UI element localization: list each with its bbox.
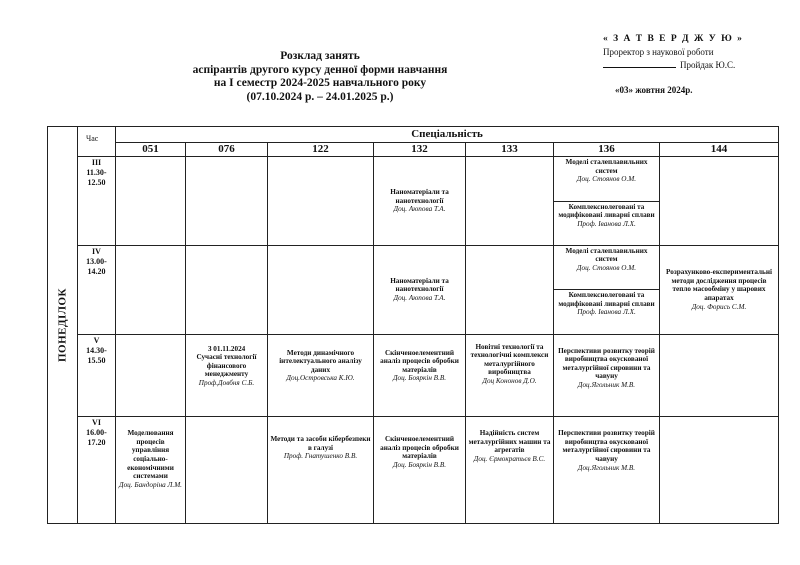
period-5-time: V 14.30- 15.50 bbox=[78, 334, 116, 417]
cell-p5-051 bbox=[116, 334, 186, 417]
cell-p3-051 bbox=[116, 157, 186, 246]
code-051: 051 bbox=[116, 143, 186, 157]
day-cell bbox=[48, 127, 78, 524]
cell-p6-133: Надійність систем металургійних машин та агрегатів Доц. Єрмократьєв В.С. bbox=[466, 417, 554, 524]
approval-block bbox=[603, 33, 783, 97]
cell-p4-144: Розрахунково-експериментальні методи дослідження процесів тепло масообміну у шарових апаратах Доц. Форись С.М. bbox=[660, 245, 779, 334]
cell-p5-076: З 01.11.2024 Сучасні технології фінансового менеджменту Проф.Довбня С.Б. bbox=[186, 334, 268, 417]
period-3-time: ІІІ 11.30- 12.50 bbox=[78, 157, 116, 246]
cell-p4-122 bbox=[268, 245, 374, 334]
cell-p3-132: Наноматеріали та нанотехнології Доц. Аюпова Т.А. bbox=[374, 157, 466, 246]
cell-p5-122: Методи динамічного інтелектуального аналізу даних Доц.Островська К.Ю. bbox=[268, 334, 374, 417]
signature-line bbox=[603, 59, 676, 68]
cell-p6-051: Моделювання процесів управління соціально-економічними системами Доц. Бандоріна Л.М. bbox=[116, 417, 186, 524]
cell-p4-051 bbox=[116, 245, 186, 334]
period-6-time: VI 16.00- 17.20 bbox=[78, 417, 116, 524]
cell-p5-132: Скінченоелементний аналіз процесів обробки матеріалів Доц. Бояркін В.В. bbox=[374, 334, 466, 417]
period-4-time: IV 13.00- 14.20 bbox=[78, 245, 116, 334]
title-line-3: на І семестр 2024-2025 навчального року bbox=[213, 77, 427, 89]
approval-signature bbox=[603, 59, 783, 72]
title-line-1: Розклад занять bbox=[280, 50, 360, 62]
cell-p3-136b: Комплекснолеговані та модифіковані ливарні сплави Проф. Іванова Л.Х. bbox=[554, 201, 660, 245]
approval-date: «03» жовтня 2024р. bbox=[615, 85, 693, 95]
cell-p6-144 bbox=[660, 417, 779, 524]
cell-p3-144 bbox=[660, 157, 779, 246]
cell-p5-144 bbox=[660, 334, 779, 417]
cell-p6-136: Перспективи розвитку теорій виробництва окускованої металургійної сировини та чавуну Доц.Ягольник М.В. bbox=[554, 417, 660, 524]
approval-name: Пройдак Ю.С. bbox=[680, 60, 736, 70]
cell-p4-132: Наноматеріали та нанотехнології Доц. Аюпова Т.А. bbox=[374, 245, 466, 334]
title-line-4: (07.10.2024 р. – 24.01.2025 р.) bbox=[246, 90, 394, 103]
cell-p6-132: Скінченоелементний аналіз процесів обробки матеріалів Доц. Бояркін В.В. bbox=[374, 417, 466, 524]
title-line-2: аспірантів другого курсу денної форми навчання bbox=[192, 63, 448, 76]
cell-p3-122 bbox=[268, 157, 374, 246]
cell-p3-133 bbox=[466, 157, 554, 246]
approval-position: Проректор з наукової роботи bbox=[603, 47, 714, 57]
code-133: 133 bbox=[466, 143, 554, 157]
cell-p4-136a: Моделі сталеплавильних систем Доц. Стоянов О.М. bbox=[554, 245, 660, 289]
specialty-header: Спеціальність bbox=[116, 127, 779, 143]
cell-p6-076 bbox=[186, 417, 268, 524]
cell-p5-136: Перспективи розвитку теорій виробництва окускованої металургійної сировини та чавуну Доц.Ягольник М.В. bbox=[554, 334, 660, 417]
cell-p6-122: Методи та засоби кібербезпеки в галузі Проф. Гнатушенко В.В. bbox=[268, 417, 374, 524]
approval-heading: « З А Т В Е Р Д Ж У Ю » bbox=[603, 34, 744, 44]
cell-p3-076 bbox=[186, 157, 268, 246]
schedule-title bbox=[150, 50, 490, 104]
cell-p4-133 bbox=[466, 245, 554, 334]
schedule-table bbox=[47, 126, 779, 524]
cell-p5-133: Новітні технології та технологічні комплекси металургійного виробництва Доц Кононов Д.О. bbox=[466, 334, 554, 417]
code-076: 076 bbox=[186, 143, 268, 157]
time-header: Час bbox=[78, 127, 116, 157]
code-136: 136 bbox=[554, 143, 660, 157]
code-132: 132 bbox=[374, 143, 466, 157]
code-122: 122 bbox=[268, 143, 374, 157]
cell-p4-076 bbox=[186, 245, 268, 334]
cell-p3-136a: Моделі сталеплавильних систем Доц. Стоянов О.М. bbox=[554, 157, 660, 201]
day-label: ПОНЕДІЛОК bbox=[56, 287, 69, 363]
code-144: 144 bbox=[660, 143, 779, 157]
cell-p4-136b: Комплекснолеговані та модифіковані ливарні сплави Проф. Іванова Л.Х. bbox=[554, 290, 660, 334]
